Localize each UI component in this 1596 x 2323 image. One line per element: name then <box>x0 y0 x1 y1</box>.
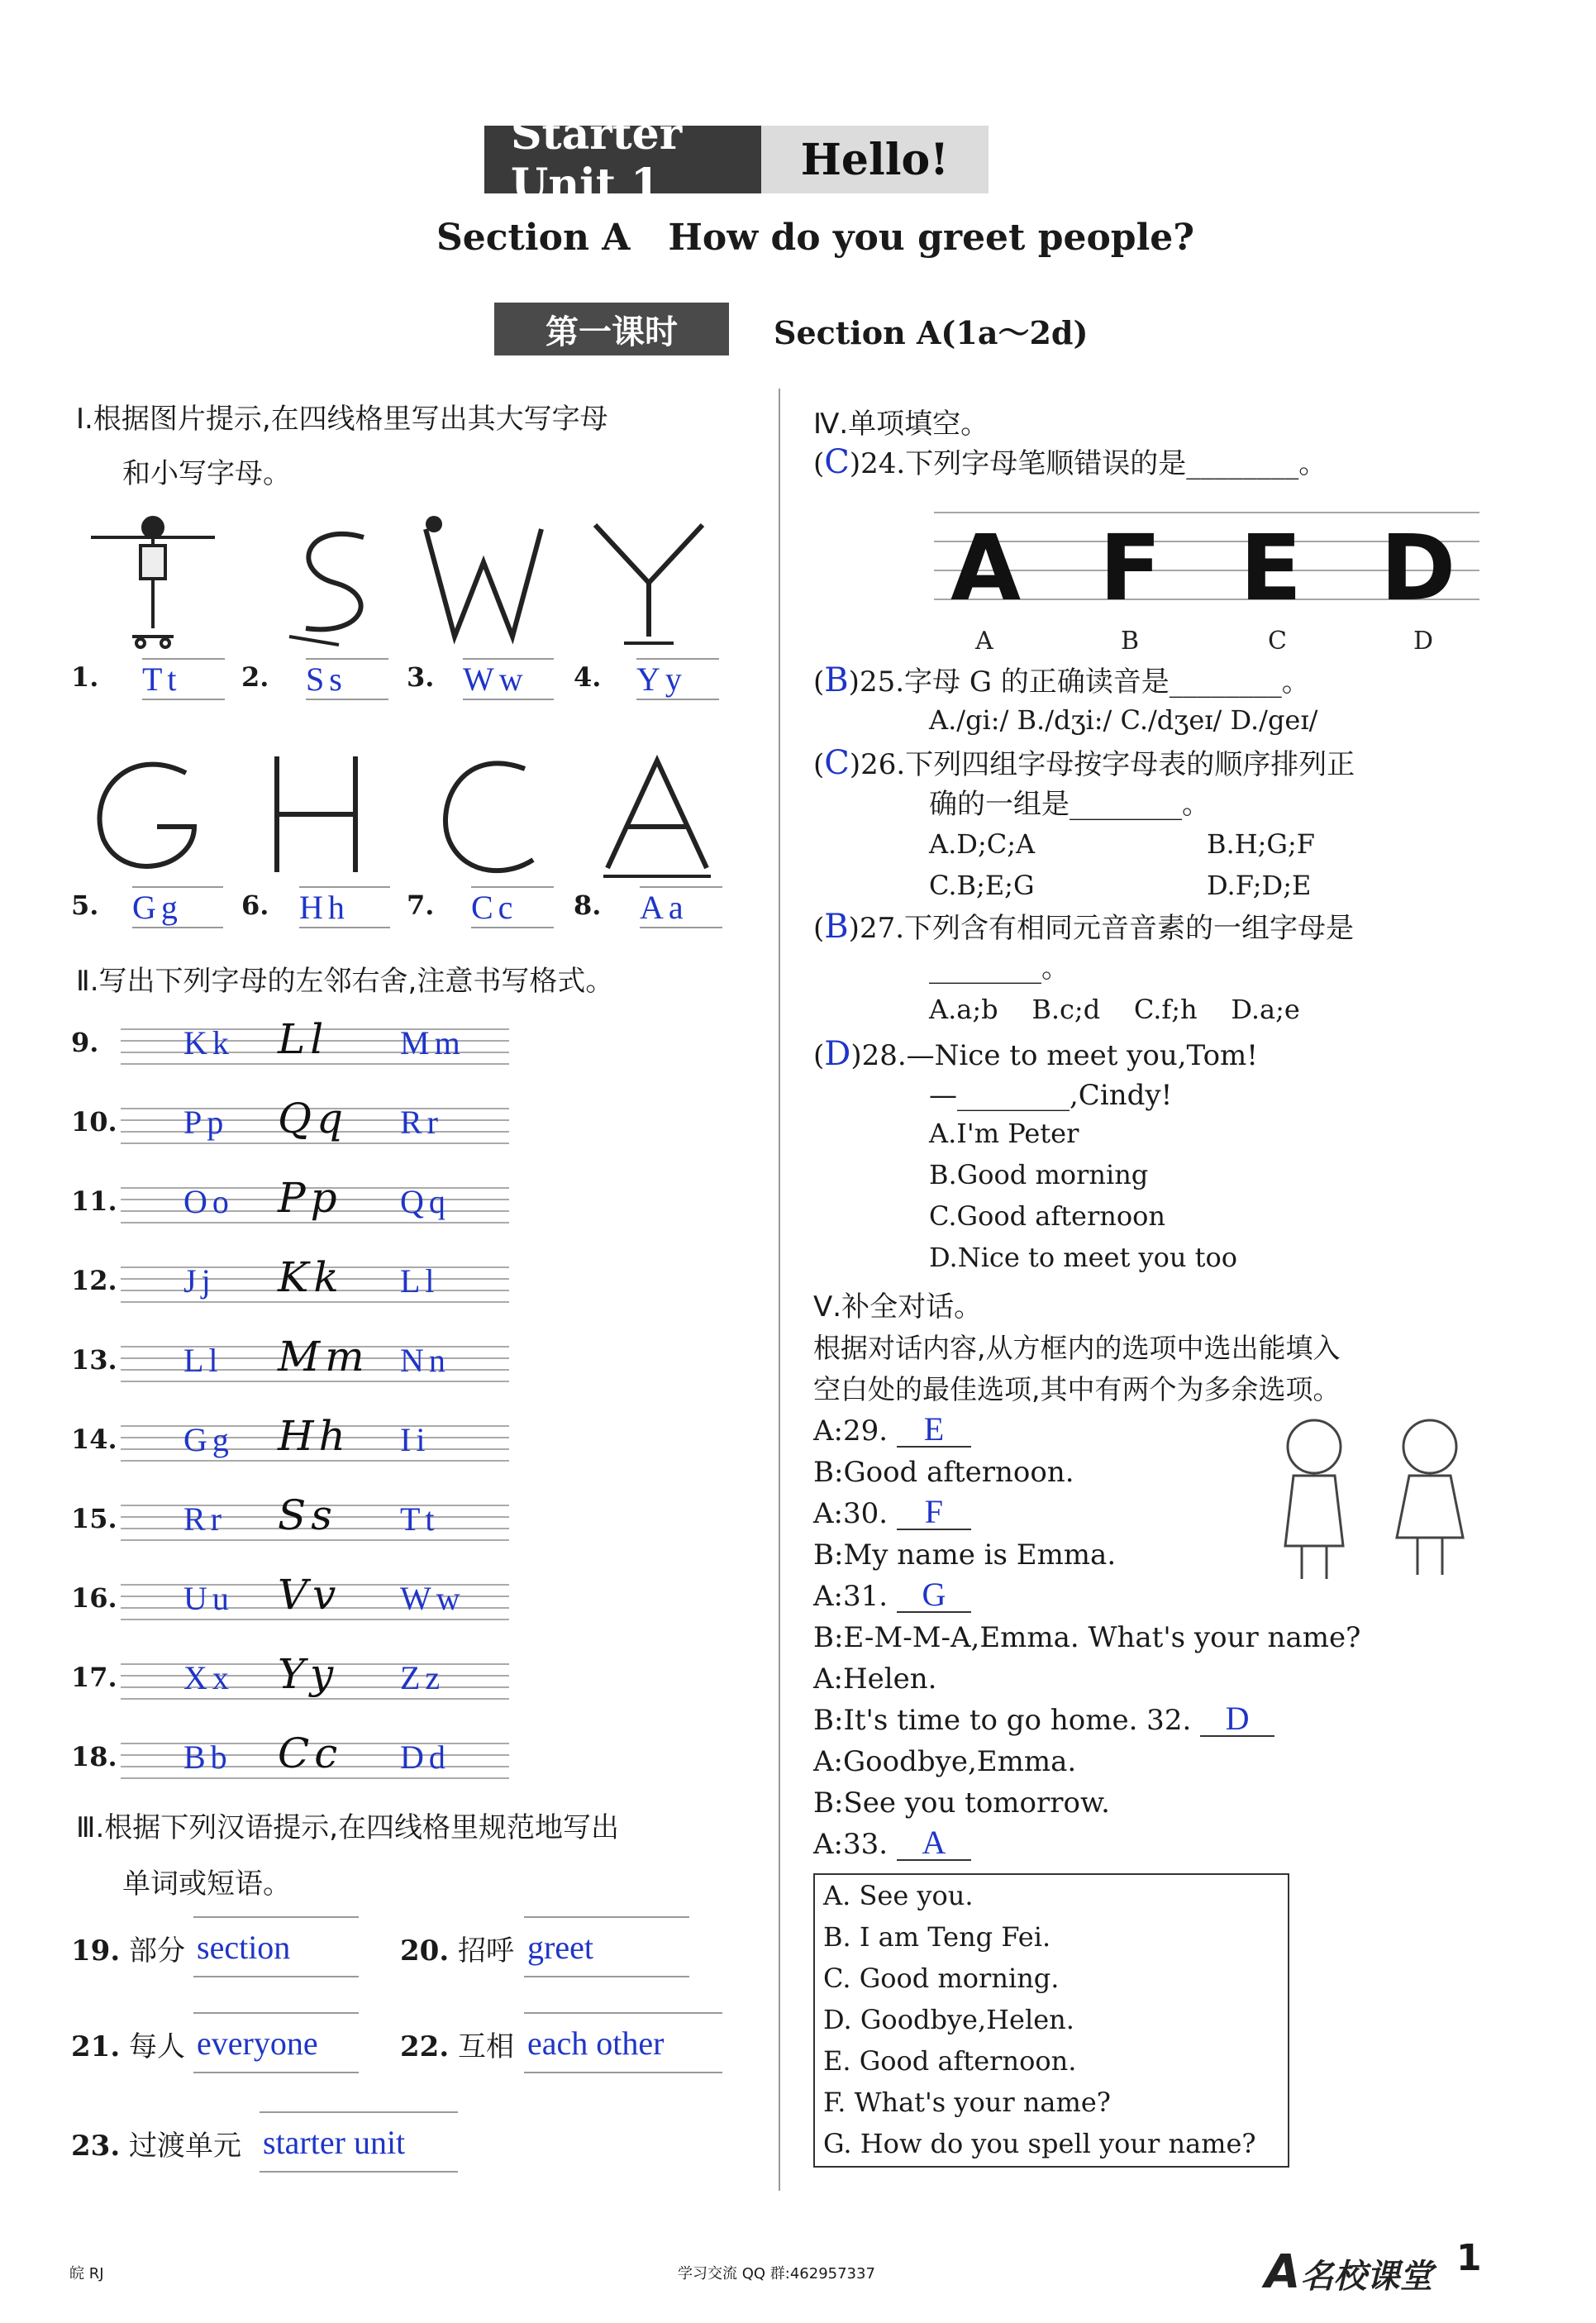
q26: (C)26.下列四组字母按字母表的顺序排列正 <box>813 744 1355 782</box>
line-text: 33. <box>843 1828 889 1861</box>
q28-opt-b: B.Good morning <box>929 1159 1149 1190</box>
q25-options: A./gi:/ B./dʒi:/ C./dʒeɪ/ D./geɪ/ <box>929 704 1318 736</box>
vocab-20-num: 20. <box>400 1934 450 1968</box>
q28-answer: D <box>824 1035 851 1073</box>
dialog-line <box>813 1493 971 1534</box>
speaker: B: <box>813 1704 844 1737</box>
right-neighbor: Qq <box>400 1183 450 1220</box>
q27-text-2: ________。 <box>929 952 1070 985</box>
speaker: B: <box>813 1456 844 1489</box>
vocab-20-lines <box>524 1916 689 1977</box>
footer-edition: 皖 RJ <box>69 2265 104 2282</box>
q28-opt-c: C.Good afternoon <box>929 1200 1166 1232</box>
given-letter: Pp <box>278 1174 342 1222</box>
part4-heading: Ⅳ.单项填空。 <box>813 408 989 441</box>
given-letter: Vv <box>278 1571 341 1619</box>
vocab-20-answer: greet <box>527 1929 593 1966</box>
part1-heading-1: Ⅰ.根据图片提示,在四线格里写出其大写字母 <box>76 403 608 436</box>
unit-label: Starter Unit 1 <box>484 126 761 193</box>
given-letter: Kk <box>278 1253 344 1301</box>
left-neighbor: Pp <box>183 1104 229 1141</box>
children-illustration <box>1256 1405 1488 1587</box>
skater-letter-h-figure <box>256 744 380 885</box>
dialog-line <box>813 1741 1076 1782</box>
speaker: A: <box>813 1414 844 1448</box>
letter-neighbor-row <box>71 1333 517 1386</box>
dialog-line <box>813 1534 1116 1576</box>
dialog-line <box>813 1658 937 1700</box>
row-num: 10. <box>71 1106 117 1138</box>
letter-neighbor-row <box>71 1491 517 1544</box>
vocab-21-num: 21. <box>71 2030 121 2063</box>
left-neighbor: Oo <box>183 1183 234 1220</box>
vocab-21-cn: 每人 <box>128 2030 185 2063</box>
part5-heading: Ⅴ.补全对话。 <box>813 1290 983 1324</box>
page-number: 1 <box>1456 2237 1482 2279</box>
part5-instruction-1: 根据对话内容,从方框内的选项中选出能填入 <box>813 1332 1341 1364</box>
right-neighbor: Ww <box>400 1580 465 1617</box>
dialog-option: E. Good afternoon. <box>823 2045 1077 2077</box>
dialog-answer: E <box>897 1413 971 1448</box>
stroke-letter-a: A <box>950 515 1022 621</box>
vocab-22 <box>400 2024 514 2064</box>
dialog-line <box>813 1617 1360 1658</box>
row-num: 16. <box>71 1582 117 1614</box>
vocab-23-answer: starter unit <box>263 2124 406 2161</box>
stroke-label-b: B <box>1121 627 1140 656</box>
right-neighbor: Zz <box>400 1659 445 1696</box>
line-text: Good afternoon. <box>843 1456 1074 1489</box>
q26-opt-d: D.F;D;E <box>1207 870 1312 901</box>
part5-instruction-2: 空白处的最佳选项,其中有两个为多余选项。 <box>813 1373 1341 1405</box>
line-text: My name is Emma. <box>843 1538 1117 1572</box>
part2-heading: Ⅱ.写出下列字母的左邻右舍,注意书写格式。 <box>76 965 614 998</box>
letter-neighbor-row <box>71 1412 517 1465</box>
row-num: 18. <box>71 1741 117 1772</box>
item-6-num: 6. <box>241 890 269 921</box>
footer-qq-group: 学习交流 QQ 群:462957337 <box>678 2265 875 2282</box>
vocab-21-answer: everyone <box>197 2025 318 2062</box>
line-text: 30. <box>843 1497 889 1530</box>
letter-neighbor-row <box>71 1729 517 1782</box>
vocab-22-cn: 互相 <box>457 2030 514 2063</box>
speaker: A: <box>813 1497 844 1530</box>
q24: (C)24.下列字母笔顺错误的是________。 <box>813 443 1327 481</box>
letter-neighbor-row <box>71 1253 517 1306</box>
line-text: E-M-M-A,Emma. What's your name? <box>843 1621 1361 1654</box>
given-letter: Ss <box>278 1491 337 1539</box>
dialog-answer: F <box>897 1495 971 1530</box>
dialog-option: B. I am Teng Fei. <box>823 1921 1051 1953</box>
q27-answer: B <box>824 908 849 946</box>
left-neighbor: Uu <box>183 1580 234 1617</box>
right-neighbor: Tt <box>400 1500 440 1538</box>
row-num: 13. <box>71 1344 117 1376</box>
row-num: 9. <box>71 1027 99 1058</box>
dialog-option: C. Good morning. <box>823 1963 1060 1994</box>
stroke-label-d: D <box>1413 627 1434 656</box>
letter-neighbor-row <box>71 1571 517 1624</box>
q25-text: 25.字母 G 的正确读音是________。 <box>859 665 1310 699</box>
q28-text-1: 28.—Nice to meet you,Tom! <box>861 1039 1258 1072</box>
dialog-answer: A <box>897 1826 971 1861</box>
dialog-options-box <box>813 1873 1289 2168</box>
item-5-num: 5. <box>71 890 99 921</box>
letter-neighbor-row <box>71 1095 517 1147</box>
item-7-answer: Cc <box>471 886 554 928</box>
vocab-19-lines <box>193 1916 359 1977</box>
skater-letter-g-figure <box>79 744 219 885</box>
right-neighbor: Dd <box>400 1739 450 1776</box>
letter-neighbor-row <box>71 1174 517 1227</box>
q24-text: 24.下列字母笔顺错误的是________。 <box>860 447 1327 480</box>
item-6-answer: Hh <box>299 886 390 928</box>
speaker: A: <box>813 1745 844 1778</box>
speaker: A: <box>813 1580 844 1613</box>
vocab-22-lines <box>524 2012 722 2073</box>
vocab-19-answer: section <box>197 1929 291 1966</box>
given-letter: Mm <box>278 1333 369 1381</box>
lesson-subtitle: Section A(1a～2d) <box>774 314 1089 351</box>
skater-letter-s-figure <box>273 513 397 653</box>
vocab-20-cn: 招呼 <box>457 1934 514 1968</box>
q28-opt-a: A.I'm Peter <box>929 1118 1079 1149</box>
stroke-label-c: C <box>1268 627 1287 656</box>
speaker: B: <box>813 1621 844 1654</box>
vocab-22-num: 22. <box>400 2030 450 2063</box>
q26-text-1: 26.下列四组字母按字母表的顺序排列正 <box>860 748 1355 781</box>
section-title: Section A How do you greet people? <box>436 217 1195 259</box>
speaker: B: <box>813 1786 844 1820</box>
dialog-line <box>813 1700 1274 1741</box>
given-letter: Qq <box>278 1095 348 1142</box>
q26-opt-c: C.B;E;G <box>929 870 1035 901</box>
item-7-num: 7. <box>407 890 435 921</box>
item-8-answer: Aa <box>640 886 722 928</box>
part3-heading-1: Ⅲ.根据下列汉语提示,在四线格里规范地写出 <box>76 1811 620 1844</box>
dialog-line <box>813 1824 971 1865</box>
item-3-answer: Ww <box>463 658 554 700</box>
part3-heading-2: 单词或短语。 <box>122 1867 291 1901</box>
item-2-answer: Ss <box>306 658 388 700</box>
row-num: 14. <box>71 1424 117 1455</box>
item-4-answer: Yy <box>636 658 719 700</box>
row-num: 15. <box>71 1503 117 1534</box>
q26-text-2: 确的一组是________。 <box>929 788 1210 821</box>
dialog-line <box>813 1782 1110 1824</box>
dialog-option: D. Goodbye,Helen. <box>823 2004 1074 2035</box>
dialog-option: A. See you. <box>823 1880 974 1911</box>
q25-answer: B <box>824 661 849 699</box>
q28-opt-d: D.Nice to meet you too <box>929 1242 1238 1273</box>
line-text: Goodbye,Emma. <box>843 1745 1077 1778</box>
stroke-label-a: A <box>975 627 993 656</box>
item-1-num: 1. <box>71 661 99 693</box>
item-4-num: 4. <box>574 661 602 693</box>
brand-a-icon: A <box>1265 2245 1301 2299</box>
given-letter: Hh <box>278 1412 350 1460</box>
q26-answer: C <box>824 744 850 782</box>
row-num: 11. <box>71 1185 117 1217</box>
item-1-answer: Tt <box>142 658 225 700</box>
left-neighbor: Jj <box>183 1262 216 1300</box>
stroke-letter-f: F <box>1099 515 1162 621</box>
left-neighbor: Bb <box>183 1739 232 1776</box>
vocab-23-num: 23. <box>71 2130 121 2163</box>
lesson-tag: 第一课时 <box>494 303 729 355</box>
dialog-line <box>813 1452 1074 1493</box>
q24-answer: C <box>824 443 850 481</box>
item-2-num: 2. <box>241 661 269 693</box>
left-neighbor: Gg <box>183 1421 234 1458</box>
q28: (D)28.—Nice to meet you,Tom! <box>813 1035 1258 1073</box>
letter-neighbor-row <box>71 1015 517 1068</box>
skater-letter-c-figure <box>426 744 550 885</box>
skater-letter-w-figure <box>413 513 554 653</box>
dialog-answer: G <box>897 1578 971 1613</box>
skater-letter-y-figure <box>579 513 719 653</box>
q27: (B)27.下列含有相同元音音素的一组字母是 <box>813 908 1355 946</box>
q27-options: A.a;b B.c;d C.f;h D.a;e <box>929 994 1300 1025</box>
q26-opt-b: B.H;G;F <box>1207 828 1315 860</box>
vocab-21-lines <box>193 2012 359 2073</box>
vocab-23-cn: 过渡单元 <box>128 2130 241 2163</box>
vocab-22-answer: each other <box>527 2025 665 2062</box>
column-divider <box>779 389 780 2191</box>
part1-heading-2: 和小写字母。 <box>122 457 291 490</box>
dialog-answer: D <box>1200 1702 1274 1737</box>
stroke-order-figure <box>934 488 1479 661</box>
line-text: See you tomorrow. <box>843 1786 1110 1820</box>
left-neighbor: Rr <box>183 1500 226 1538</box>
dialog-line <box>813 1576 971 1617</box>
vocab-23-lines <box>260 2111 458 2173</box>
speaker: A: <box>813 1662 844 1696</box>
given-letter: Yy <box>278 1650 339 1698</box>
row-num: 17. <box>71 1662 117 1693</box>
q26-opt-a: A.D;C;A <box>929 828 1036 860</box>
right-neighbor: Rr <box>400 1104 443 1141</box>
dialog-option: G. How do you spell your name? <box>823 2128 1256 2159</box>
q28-text-2: —________,Cindy! <box>929 1079 1173 1112</box>
dialog-option: F. What's your name? <box>823 2087 1111 2118</box>
line-text: It's time to go home. 32. <box>843 1704 1192 1737</box>
item-5-answer: Gg <box>132 886 223 928</box>
line-text: 29. <box>843 1414 889 1448</box>
left-neighbor: Ll <box>183 1342 223 1379</box>
letter-neighbor-row <box>71 1650 517 1703</box>
vocab-19-cn: 部分 <box>128 1934 185 1968</box>
item-3-num: 3. <box>407 661 435 693</box>
left-neighbor: Xx <box>183 1659 234 1696</box>
skater-letter-a-figure <box>595 744 719 885</box>
speaker: A: <box>813 1828 844 1861</box>
vocab-21 <box>71 2024 185 2064</box>
unit-title: Hello! <box>761 126 989 193</box>
item-8-num: 8. <box>574 890 602 921</box>
vocab-20 <box>400 1928 514 1968</box>
row-num: 12. <box>71 1265 117 1296</box>
stroke-letter-d: D <box>1380 515 1456 621</box>
line-text: Helen. <box>843 1662 937 1696</box>
footer-brand-name: 名校课堂 <box>1300 2258 1433 2296</box>
unit-banner <box>484 109 989 210</box>
right-neighbor: Ii <box>400 1421 431 1458</box>
q25: (B)25.字母 G 的正确读音是________。 <box>813 661 1310 699</box>
footer-brand <box>1265 2245 1432 2299</box>
vocab-19-num: 19. <box>71 1934 121 1968</box>
vocab-23 <box>71 2123 241 2163</box>
vocab-19 <box>71 1928 185 1968</box>
q27-text-1: 27.下列含有相同元音音素的一组字母是 <box>859 912 1355 945</box>
right-neighbor: Mm <box>400 1024 465 1061</box>
right-neighbor: Ll <box>400 1262 440 1300</box>
dialog-line <box>813 1410 971 1452</box>
left-neighbor: Kk <box>183 1024 234 1061</box>
right-neighbor: Nn <box>400 1342 450 1379</box>
skater-letter-t-figure <box>83 513 223 653</box>
stroke-letter-e: E <box>1240 515 1303 621</box>
line-text: 31. <box>843 1580 889 1613</box>
given-letter: Cc <box>278 1729 343 1777</box>
speaker: B: <box>813 1538 844 1572</box>
given-letter: Ll <box>278 1015 329 1063</box>
